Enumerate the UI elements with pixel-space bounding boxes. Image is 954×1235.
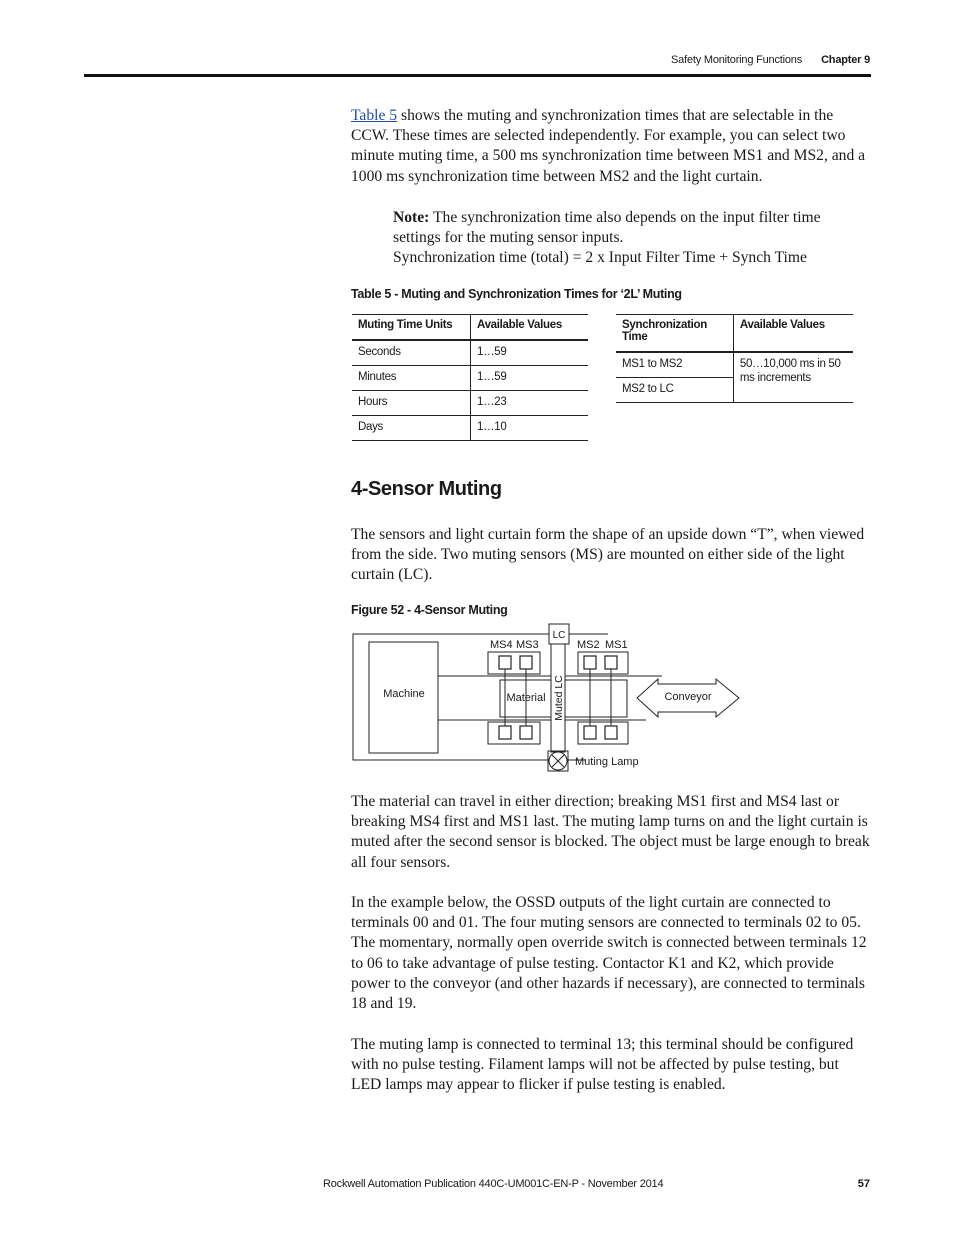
table-header: Synchronization Time: [616, 315, 733, 353]
footer-publication: Rockwell Automation Publication 440C-UM001C-EN-P - November 2014: [323, 1178, 664, 1190]
table-cell: Seconds: [352, 340, 471, 366]
table-cell: Days: [352, 416, 471, 441]
table-row: [352, 366, 588, 391]
ms1-sensor-bottom: [605, 726, 617, 739]
ms1-sensor-top: [605, 656, 617, 669]
muting-time-table: [352, 314, 588, 441]
table-row: [352, 391, 588, 416]
ms2-sensor-bottom: [584, 726, 596, 739]
paragraph-1: The sensors and light curtain form the shape of an upside down “T”, when viewed from the side. Two muting sensors (MS) are mounted on either side of the light curtain (LC).: [351, 526, 865, 584]
note-block: [393, 208, 863, 269]
ms4-sensor-bottom: [499, 726, 511, 739]
table-header: Available Values: [733, 315, 853, 353]
table-caption: Table 5 - Muting and Synchronization Times for ‘2L’ Muting: [351, 287, 682, 301]
table-cell: MS1 to MS2: [616, 352, 733, 378]
note-label: Note:: [393, 209, 430, 226]
table-row: [352, 340, 588, 366]
sync-time-table: [616, 314, 853, 403]
muted-lc-label: Muted LC: [553, 675, 565, 721]
intro-text: shows the muting and synchronization times that are selectable in the CCW. These times are selected independently. For example, you can select two minute muting time, a 500 ms synchronization time between MS1 and MS2, and a 1000 ms synchronization time between MS2 and the light curtain.: [351, 107, 866, 185]
lc-label: LC: [552, 630, 566, 641]
table-cell: MS2 to LC: [616, 378, 733, 403]
header-rule: [84, 74, 871, 77]
section-heading: 4-Sensor Muting: [351, 478, 502, 500]
table-header: Available Values: [471, 315, 589, 341]
four-sensor-muting-diagram: [350, 620, 750, 775]
header-section-title: Safety Monitoring Functions: [671, 54, 802, 66]
header-chapter-label: Chapter 9: [821, 54, 870, 66]
table-cell: 1…59: [471, 340, 589, 366]
table-row: [616, 352, 853, 378]
ms4-label: MS4: [490, 639, 513, 651]
sensor-housing-top-right: [578, 652, 628, 674]
machine-label: Machine: [383, 688, 425, 700]
ms2-sensor-top: [584, 656, 596, 669]
material-label: Material: [506, 692, 546, 704]
ms3-sensor-top: [520, 656, 532, 669]
ms3-label: MS3: [516, 639, 539, 651]
table-cell: 1…10: [471, 416, 589, 441]
table-cell: Hours: [352, 391, 471, 416]
note-formula: Synchronization time (total) = 2 x Input Filter Time + Synch Time: [393, 249, 807, 267]
note-text: The synchronization time also depends on the input filter time settings for the muting sensor inputs.: [393, 209, 821, 247]
ms2-label: MS2: [577, 639, 600, 651]
table-header: Muting Time Units: [352, 315, 471, 341]
table-cell: 1…23: [471, 391, 589, 416]
table-cell: Minutes: [352, 366, 471, 391]
table-cell: 1…59: [471, 366, 589, 391]
figure-caption: Figure 52 - 4-Sensor Muting: [351, 603, 508, 617]
ms1-label: MS1: [605, 639, 628, 651]
paragraph-3: In the example below, the OSSD outputs of the light curtain are connected to terminals 00 and 01. The four muting sensors are connected to terminals 02 to 05. The momentary, normally open override switch is connected between terminals 12 to 06 to take advantage of pulse testing. Contactor K1 and K2, which provide power to the conveyor (and other hazards if necessary), are connected to terminals 18 and 19.: [351, 894, 867, 1013]
sensor-housing-bottom-right: [578, 722, 628, 744]
table-row: [352, 416, 588, 441]
table-cell: 50…10,000 ms in 50 ms increments: [733, 352, 853, 403]
ms4-sensor-top: [499, 656, 511, 669]
page-header: [0, 0, 954, 80]
muting-lamp-label: Muting Lamp: [575, 756, 639, 768]
conveyor-label: Conveyor: [664, 691, 712, 703]
page-number: 57: [857, 1178, 870, 1190]
paragraph-4: The muting lamp is connected to terminal 13; this terminal should be configured with no pulse testing. Filament lamps will not be affected by pulse testing, but LED lamps may appear to flicker if pulse testing is enabled.: [351, 1036, 854, 1094]
ms3-sensor-bottom: [520, 726, 532, 739]
paragraph-2: The material can travel in either direction; breaking MS1 first and MS4 last or breaking MS4 first and MS1 last. The muting lamp turns on and the light curtain is muted after the second sensor is blocked. The object must be large enough to break all four sensors.: [351, 793, 870, 871]
table-5-link[interactable]: Table 5: [351, 107, 398, 124]
intro-paragraph: [351, 106, 871, 187]
